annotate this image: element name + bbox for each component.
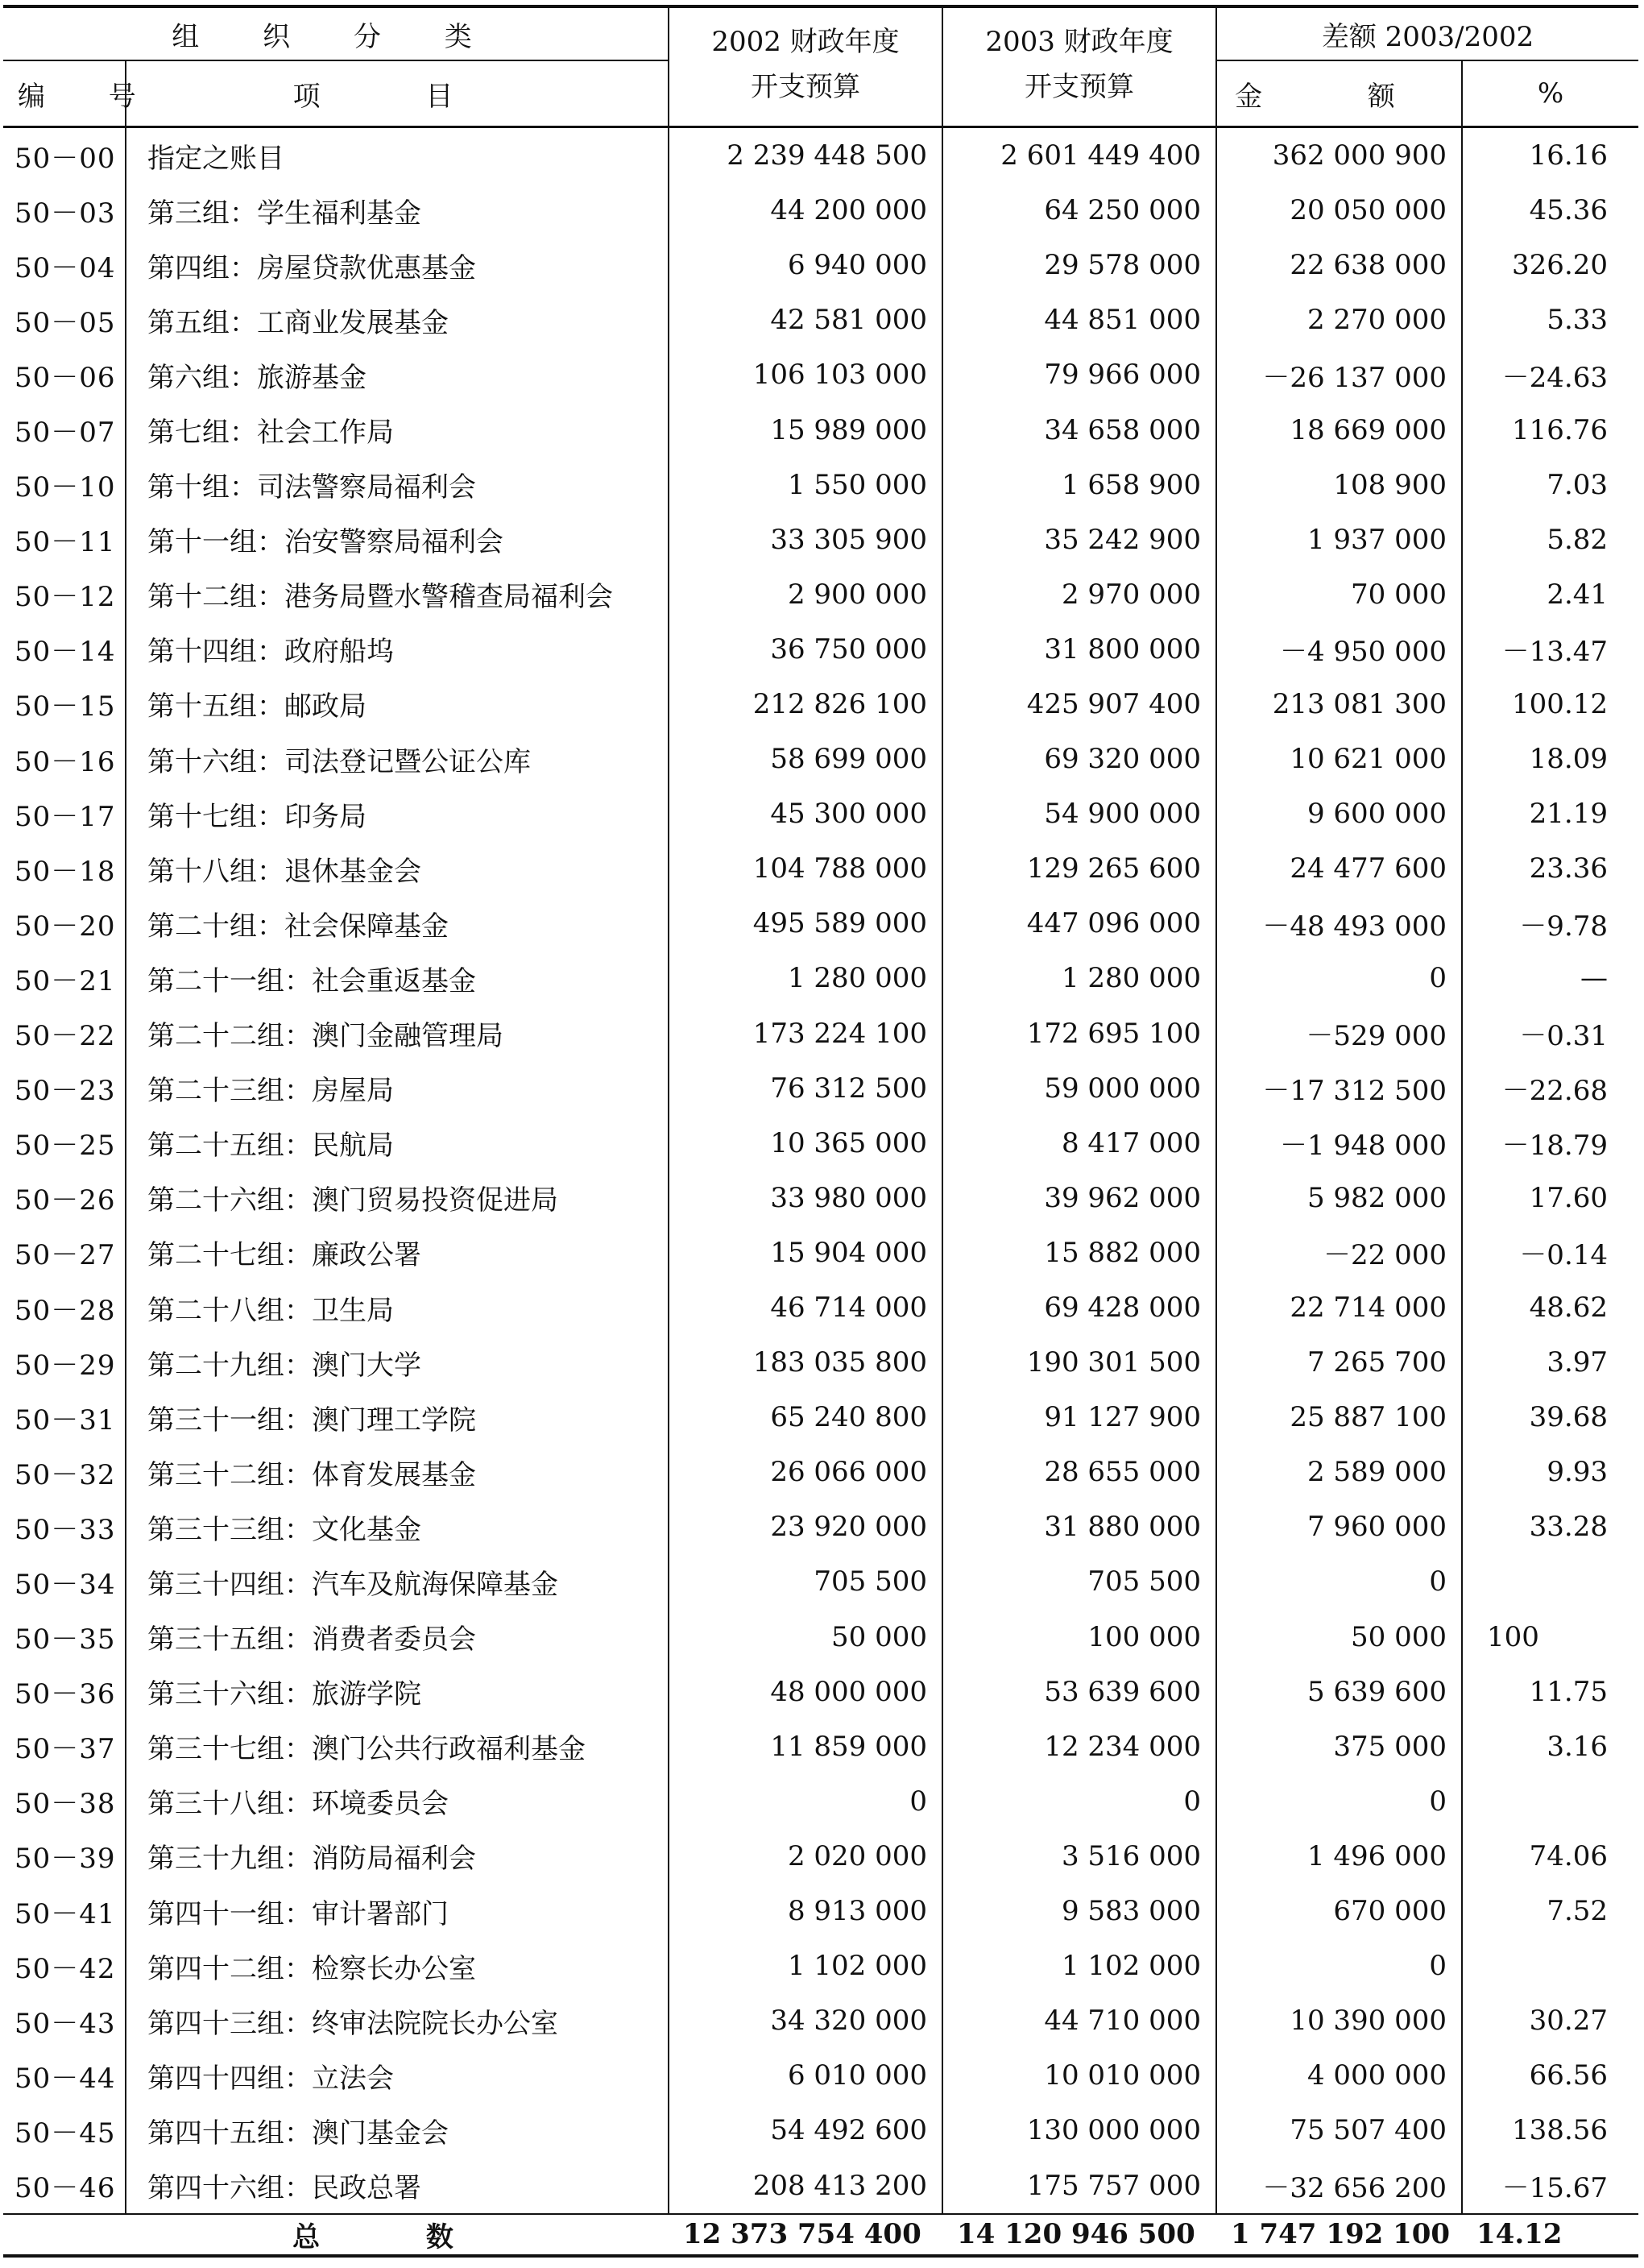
row-item-name: 指定之账目 — [126, 127, 669, 184]
row-difference-amount: 5 982 000 — [1216, 1171, 1462, 1225]
row-code: 50－03 — [3, 183, 126, 238]
row-budget-2003: 130 000 000 — [942, 2103, 1216, 2158]
header-item: 项 目 — [126, 60, 669, 127]
row-budget-2003: 35 242 900 — [942, 512, 1216, 567]
row-item-name: 第二十九组：澳门大学 — [126, 1335, 669, 1390]
header-budget-2002-line2: 开支预算 — [751, 71, 860, 103]
row-item-name: 第四十四组：立法会 — [126, 2048, 669, 2103]
row-code: 50－16 — [3, 732, 126, 786]
row-budget-2003: 44 710 000 — [942, 1993, 1216, 2048]
row-item-name: 第三十五组：消费者委员会 — [126, 1610, 669, 1665]
row-difference-amount: 75 507 400 — [1216, 2103, 1462, 2158]
row-difference-percent: 138.56 — [1512, 2114, 1609, 2147]
row-difference-percent: 66.56 — [1529, 2059, 1609, 2092]
row-budget-2002: 6 010 000 — [669, 2048, 942, 2103]
row-budget-2002: 44 200 000 — [669, 183, 942, 238]
row-difference-percent: 48.62 — [1529, 1292, 1609, 1325]
total-difference-amount: 1 747 192 100 — [1216, 2214, 1462, 2256]
row-item-name: 第四组：房屋贷款优惠基金 — [126, 238, 669, 292]
row-code: 50－11 — [3, 512, 126, 567]
table-row — [3, 1006, 1638, 1061]
row-code: 50－22 — [3, 1006, 126, 1061]
row-difference-percent: 18.09 — [1529, 743, 1609, 776]
row-difference-amount: 375 000 — [1216, 1719, 1462, 1774]
row-budget-2002: 34 320 000 — [669, 1993, 942, 2048]
row-budget-2002: 58 699 000 — [669, 732, 942, 786]
header-budget-2002-line1: 2002 财政年度 — [711, 26, 900, 58]
table-row — [3, 1116, 1638, 1171]
row-difference-percent: －9.78 — [1519, 910, 1609, 943]
row-difference-amount: 2 270 000 — [1216, 292, 1462, 347]
row-difference-percent: 39.68 — [1529, 1401, 1609, 1434]
row-difference-percent: — — [1580, 962, 1609, 995]
table-row — [3, 2158, 1638, 2213]
row-item-name: 第十一组：治安警察局福利会 — [126, 512, 669, 567]
row-budget-2003: 8 417 000 — [942, 1116, 1216, 1171]
row-difference-amount: 108 900 — [1216, 458, 1462, 512]
row-item-name: 第十二组：港务局暨水警稽查局福利会 — [126, 567, 669, 622]
table-row — [3, 183, 1638, 238]
header-budget-2003-line2: 开支预算 — [1025, 71, 1134, 103]
row-item-name: 第二十七组：廉政公署 — [126, 1225, 669, 1280]
table-row — [3, 458, 1638, 512]
table-row — [3, 622, 1638, 677]
row-difference-amount: 0 — [1216, 951, 1462, 1005]
table-row — [3, 1390, 1638, 1445]
row-code: 50－46 — [3, 2158, 126, 2213]
table-row — [3, 1610, 1638, 1665]
row-difference-percent: 30.27 — [1529, 2005, 1609, 2038]
row-code: 50－14 — [3, 622, 126, 677]
row-difference-amount: －529 000 — [1216, 1006, 1462, 1061]
row-budget-2002: 50 000 — [669, 1610, 942, 1665]
row-code: 50－06 — [3, 347, 126, 402]
total-difference-percent: 14.12 — [1462, 2214, 1638, 2256]
total-label: 总 数 — [126, 2214, 669, 2256]
row-item-name: 第三十二组：体育发展基金 — [126, 1445, 669, 1499]
row-budget-2003: 69 428 000 — [942, 1280, 1216, 1335]
row-difference-percent: －13.47 — [1501, 636, 1609, 669]
row-difference-percent: 74.06 — [1529, 1839, 1609, 1872]
row-code: 50－36 — [3, 1665, 126, 1719]
row-code: 50－43 — [3, 1993, 126, 2048]
row-difference-percent: －0.31 — [1519, 1020, 1609, 1053]
row-difference-percent: 7.52 — [1547, 1895, 1609, 1928]
row-code: 50－15 — [3, 677, 126, 732]
row-difference-amount: 22 638 000 — [1216, 238, 1462, 292]
row-difference-percent: －0.14 — [1519, 1239, 1609, 1272]
table-row — [3, 1554, 1638, 1609]
row-difference-amount: 213 081 300 — [1216, 677, 1462, 732]
row-item-name: 第十七组：印务局 — [126, 786, 669, 841]
row-difference-percent: 17.60 — [1529, 1181, 1609, 1214]
row-difference-percent: 45.36 — [1529, 194, 1609, 227]
row-item-name: 第十五组：邮政局 — [126, 677, 669, 732]
row-code: 50－27 — [3, 1225, 126, 1280]
row-budget-2002: 2 239 448 500 — [669, 127, 942, 184]
row-code: 50－20 — [3, 896, 126, 951]
row-budget-2003: 1 102 000 — [942, 1938, 1216, 1993]
row-budget-2003: 2 601 449 400 — [942, 127, 1216, 184]
row-item-name: 第五组：工商业发展基金 — [126, 292, 669, 347]
row-budget-2002: 15 989 000 — [669, 402, 942, 457]
row-budget-2003: 129 265 600 — [942, 841, 1216, 896]
row-item-name: 第四十三组：终审法院院长办公室 — [126, 1993, 669, 2048]
table-row — [3, 1335, 1638, 1390]
row-difference-amount: 0 — [1216, 1554, 1462, 1609]
row-budget-2002: 6 940 000 — [669, 238, 942, 292]
row-difference-amount: －4 950 000 — [1216, 622, 1462, 677]
row-code: 50－34 — [3, 1554, 126, 1609]
row-difference-percent: 16.16 — [1529, 139, 1609, 172]
table-row — [3, 2048, 1638, 2103]
row-item-name: 第三十四组：汽车及航海保障基金 — [126, 1554, 669, 1609]
row-budget-2002: 2 020 000 — [669, 1829, 942, 1884]
row-code: 50－44 — [3, 2048, 126, 2103]
row-item-name: 第三十六组：旅游学院 — [126, 1665, 669, 1719]
row-code: 50－21 — [3, 951, 126, 1005]
table-row — [3, 841, 1638, 896]
row-item-name: 第三十九组：消防局福利会 — [126, 1829, 669, 1884]
header-percent: % — [1537, 77, 1564, 110]
table-row — [3, 951, 1638, 1005]
header-code: 编 号 — [3, 60, 126, 127]
header-budget-2003-line1: 2003 财政年度 — [985, 26, 1174, 58]
row-code: 50－33 — [3, 1499, 126, 1554]
row-budget-2003: 2 970 000 — [942, 567, 1216, 622]
row-code: 50－18 — [3, 841, 126, 896]
row-difference-percent: 3.97 — [1547, 1346, 1609, 1379]
row-difference-amount: 5 639 600 — [1216, 1665, 1462, 1719]
row-budget-2002: 48 000 000 — [669, 1665, 942, 1719]
row-difference-amount: 1 937 000 — [1216, 512, 1462, 567]
row-budget-2003: 31 880 000 — [942, 1499, 1216, 1554]
row-difference-percent: 116.76 — [1512, 413, 1609, 446]
row-budget-2003: 1 658 900 — [942, 458, 1216, 512]
row-item-name: 第二十五组：民航局 — [126, 1116, 669, 1171]
table-row — [3, 1829, 1638, 1884]
table-row — [3, 1774, 1638, 1829]
row-budget-2002: 76 312 500 — [669, 1061, 942, 1116]
row-difference-amount: 0 — [1216, 1938, 1462, 1993]
row-difference-amount: 70 000 — [1216, 567, 1462, 622]
table-row — [3, 238, 1638, 292]
row-difference-amount: 1 496 000 — [1216, 1829, 1462, 1884]
row-code: 50－23 — [3, 1061, 126, 1116]
table-row — [3, 127, 1638, 184]
row-difference-percent: 9.93 — [1547, 1456, 1609, 1489]
row-budget-2002: 33 980 000 — [669, 1171, 942, 1225]
row-budget-2003: 172 695 100 — [942, 1006, 1216, 1061]
row-difference-percent: 23.36 — [1529, 852, 1609, 885]
row-difference-amount: 7 960 000 — [1216, 1499, 1462, 1554]
header-budget-2002 — [669, 6, 942, 127]
row-budget-2002: 65 240 800 — [669, 1390, 942, 1445]
table-row — [3, 1993, 1638, 2048]
row-budget-2002: 705 500 — [669, 1554, 942, 1609]
row-difference-percent — [1462, 1554, 1638, 1609]
table-row — [3, 1938, 1638, 1993]
row-budget-2003: 59 000 000 — [942, 1061, 1216, 1116]
row-difference-percent: 100.12 — [1512, 687, 1609, 720]
row-difference-percent: －24.63 — [1501, 361, 1609, 394]
row-budget-2003: 54 900 000 — [942, 786, 1216, 841]
row-difference-amount: －22 000 — [1216, 1225, 1462, 1280]
table-row — [3, 292, 1638, 347]
header-amount: 金 额 — [1216, 60, 1462, 127]
row-budget-2002: 10 365 000 — [669, 1116, 942, 1171]
row-code: 50－41 — [3, 1884, 126, 1938]
row-code: 50－10 — [3, 458, 126, 512]
row-budget-2003: 425 907 400 — [942, 677, 1216, 732]
row-difference-amount: －1 948 000 — [1216, 1116, 1462, 1171]
row-budget-2003: 190 301 500 — [942, 1335, 1216, 1390]
row-item-name: 第二十六组：澳门贸易投资促进局 — [126, 1171, 669, 1225]
row-budget-2003: 39 962 000 — [942, 1171, 1216, 1225]
row-budget-2003: 3 516 000 — [942, 1829, 1216, 1884]
row-budget-2002: 26 066 000 — [669, 1445, 942, 1499]
row-difference-percent: 3.16 — [1547, 1730, 1609, 1763]
table-row — [3, 786, 1638, 841]
row-budget-2003: 53 639 600 — [942, 1665, 1216, 1719]
row-difference-amount: 24 477 600 — [1216, 841, 1462, 896]
row-budget-2002: 1 550 000 — [669, 458, 942, 512]
row-difference-percent: 2.41 — [1547, 578, 1609, 611]
row-difference-amount: 670 000 — [1216, 1884, 1462, 1938]
row-difference-amount: 7 265 700 — [1216, 1335, 1462, 1390]
row-difference-amount: 9 600 000 — [1216, 786, 1462, 841]
row-difference-amount: 18 669 000 — [1216, 402, 1462, 457]
row-item-name: 第十八组：退休基金会 — [126, 841, 669, 896]
table-row — [3, 347, 1638, 402]
row-code: 50－35 — [3, 1610, 126, 1665]
row-code: 50－17 — [3, 786, 126, 841]
row-budget-2002: 8 913 000 — [669, 1884, 942, 1938]
row-difference-amount: 362 000 900 — [1216, 127, 1462, 184]
row-budget-2002: 212 826 100 — [669, 677, 942, 732]
row-budget-2003: 9 583 000 — [942, 1884, 1216, 1938]
header-budget-2003 — [942, 6, 1216, 127]
table-row — [3, 1225, 1638, 1280]
row-budget-2003: 1 280 000 — [942, 951, 1216, 1005]
row-budget-2002: 2 900 000 — [669, 567, 942, 622]
row-difference-percent: 326.20 — [1512, 249, 1609, 282]
row-budget-2002: 46 714 000 — [669, 1280, 942, 1335]
row-code: 50－42 — [3, 1938, 126, 1993]
row-difference-percent: 100 — [1487, 1620, 1539, 1653]
row-difference-amount: 0 — [1216, 1774, 1462, 1829]
table-row — [3, 1499, 1638, 1554]
total-budget-2003: 14 120 946 500 — [942, 2214, 1216, 2256]
table-row — [3, 1884, 1638, 1938]
row-budget-2002: 42 581 000 — [669, 292, 942, 347]
row-budget-2003: 44 851 000 — [942, 292, 1216, 347]
budget-table — [3, 5, 1638, 2258]
row-item-name: 第十组：司法警察局福利会 — [126, 458, 669, 512]
row-budget-2002: 173 224 100 — [669, 1006, 942, 1061]
table-row — [3, 402, 1638, 457]
row-budget-2003: 12 234 000 — [942, 1719, 1216, 1774]
row-budget-2002: 1 280 000 — [669, 951, 942, 1005]
row-item-name: 第六组：旅游基金 — [126, 347, 669, 402]
header-difference: 差额 2003/2002 — [1216, 6, 1638, 60]
row-budget-2003: 10 010 000 — [942, 2048, 1216, 2103]
row-code: 50－04 — [3, 238, 126, 292]
table-row — [3, 2103, 1638, 2158]
row-difference-percent: 5.82 — [1547, 523, 1609, 556]
row-item-name: 第三十一组：澳门理工学院 — [126, 1390, 669, 1445]
row-code: 50－32 — [3, 1445, 126, 1499]
row-budget-2002: 33 305 900 — [669, 512, 942, 567]
row-code: 50－28 — [3, 1280, 126, 1335]
row-difference-percent: 33.28 — [1529, 1511, 1609, 1544]
row-budget-2003: 28 655 000 — [942, 1445, 1216, 1499]
row-budget-2003: 447 096 000 — [942, 896, 1216, 951]
row-difference-percent: －22.68 — [1501, 1075, 1609, 1108]
row-budget-2003: 64 250 000 — [942, 183, 1216, 238]
table-body — [3, 127, 1638, 2214]
row-item-name: 第三十八组：环境委员会 — [126, 1774, 669, 1829]
row-difference-amount: 50 000 — [1216, 1610, 1462, 1665]
row-budget-2003: 29 578 000 — [942, 238, 1216, 292]
row-code: 50－39 — [3, 1829, 126, 1884]
row-item-name: 第十六组：司法登记暨公证公库 — [126, 732, 669, 786]
row-difference-amount: 2 589 000 — [1216, 1445, 1462, 1499]
row-code: 50－05 — [3, 292, 126, 347]
row-budget-2002: 23 920 000 — [669, 1499, 942, 1554]
row-difference-percent: 21.19 — [1529, 798, 1609, 831]
row-item-name: 第三十七组：澳门公共行政福利基金 — [126, 1719, 669, 1774]
row-budget-2002: 11 859 000 — [669, 1719, 942, 1774]
table-row — [3, 1171, 1638, 1225]
row-difference-amount: 10 621 000 — [1216, 732, 1462, 786]
row-difference-percent: －15.67 — [1501, 2172, 1609, 2205]
row-budget-2003: 34 658 000 — [942, 402, 1216, 457]
row-budget-2002: 104 788 000 — [669, 841, 942, 896]
row-code: 50－12 — [3, 567, 126, 622]
row-difference-percent: －18.79 — [1501, 1130, 1609, 1163]
row-code: 50－29 — [3, 1335, 126, 1390]
row-budget-2003: 100 000 — [942, 1610, 1216, 1665]
row-item-name: 第二十组：社会保障基金 — [126, 896, 669, 951]
row-budget-2002: 495 589 000 — [669, 896, 942, 951]
row-code: 50－00 — [3, 127, 126, 184]
row-difference-amount: 20 050 000 — [1216, 183, 1462, 238]
row-budget-2003: 0 — [942, 1774, 1216, 1829]
table-row — [3, 1061, 1638, 1116]
row-difference-percent — [1462, 1774, 1638, 1829]
table-row — [3, 732, 1638, 786]
row-item-name: 第四十六组：民政总署 — [126, 2158, 669, 2213]
row-budget-2003: 69 320 000 — [942, 732, 1216, 786]
row-difference-amount: 22 714 000 — [1216, 1280, 1462, 1335]
row-item-name: 第十四组：政府船坞 — [126, 622, 669, 677]
row-difference-amount: －26 137 000 — [1216, 347, 1462, 402]
total-row — [3, 2214, 1638, 2256]
row-budget-2003: 175 757 000 — [942, 2158, 1216, 2213]
row-difference-amount: 10 390 000 — [1216, 1993, 1462, 2048]
row-budget-2002: 36 750 000 — [669, 622, 942, 677]
row-budget-2003: 705 500 — [942, 1554, 1216, 1609]
row-difference-amount: 4 000 000 — [1216, 2048, 1462, 2103]
row-budget-2002: 183 035 800 — [669, 1335, 942, 1390]
row-code: 50－26 — [3, 1171, 126, 1225]
row-item-name: 第七组：社会工作局 — [126, 402, 669, 457]
row-budget-2002: 15 904 000 — [669, 1225, 942, 1280]
row-budget-2002: 54 492 600 — [669, 2103, 942, 2158]
row-difference-amount: －17 312 500 — [1216, 1061, 1462, 1116]
total-budget-2002: 12 373 754 400 — [669, 2214, 942, 2256]
row-item-name: 第二十一组：社会重返基金 — [126, 951, 669, 1005]
row-difference-amount: －32 656 200 — [1216, 2158, 1462, 2213]
row-code: 50－07 — [3, 402, 126, 457]
row-code: 50－38 — [3, 1774, 126, 1829]
table-row — [3, 1665, 1638, 1719]
row-difference-percent: 5.33 — [1547, 304, 1609, 337]
row-code: 50－45 — [3, 2103, 126, 2158]
row-code: 50－37 — [3, 1719, 126, 1774]
row-item-name: 第四十一组：审计署部门 — [126, 1884, 669, 1938]
row-code: 50－31 — [3, 1390, 126, 1445]
row-difference-percent — [1462, 1938, 1638, 1993]
row-budget-2002: 1 102 000 — [669, 1938, 942, 1993]
row-item-name: 第三组：学生福利基金 — [126, 183, 669, 238]
row-item-name: 第二十三组：房屋局 — [126, 1061, 669, 1116]
table-row — [3, 567, 1638, 622]
header-organization-classification: 组 织 分 类 — [3, 6, 669, 60]
row-item-name: 第四十五组：澳门基金会 — [126, 2103, 669, 2158]
table-row — [3, 1445, 1638, 1499]
row-item-name: 第三十三组：文化基金 — [126, 1499, 669, 1554]
table-row — [3, 1719, 1638, 1774]
total-code-cell — [3, 2214, 126, 2256]
row-item-name: 第四十二组：检察长办公室 — [126, 1938, 669, 1993]
table-row — [3, 896, 1638, 951]
table-header — [3, 6, 1638, 127]
table-row — [3, 1280, 1638, 1335]
row-difference-amount: 25 887 100 — [1216, 1390, 1462, 1445]
row-budget-2003: 31 800 000 — [942, 622, 1216, 677]
row-budget-2002: 106 103 000 — [669, 347, 942, 402]
row-budget-2003: 79 966 000 — [942, 347, 1216, 402]
row-budget-2003: 15 882 000 — [942, 1225, 1216, 1280]
row-budget-2002: 45 300 000 — [669, 786, 942, 841]
row-code: 50－25 — [3, 1116, 126, 1171]
row-budget-2002: 208 413 200 — [669, 2158, 942, 2213]
row-item-name: 第二十八组：卫生局 — [126, 1280, 669, 1335]
row-difference-amount: －48 493 000 — [1216, 896, 1462, 951]
row-item-name: 第二十二组：澳门金融管理局 — [126, 1006, 669, 1061]
table-row — [3, 512, 1638, 567]
row-budget-2003: 91 127 900 — [942, 1390, 1216, 1445]
row-difference-percent: 11.75 — [1529, 1675, 1609, 1708]
row-difference-percent: 7.03 — [1547, 468, 1609, 501]
table-row — [3, 677, 1638, 732]
row-budget-2002: 0 — [669, 1774, 942, 1829]
